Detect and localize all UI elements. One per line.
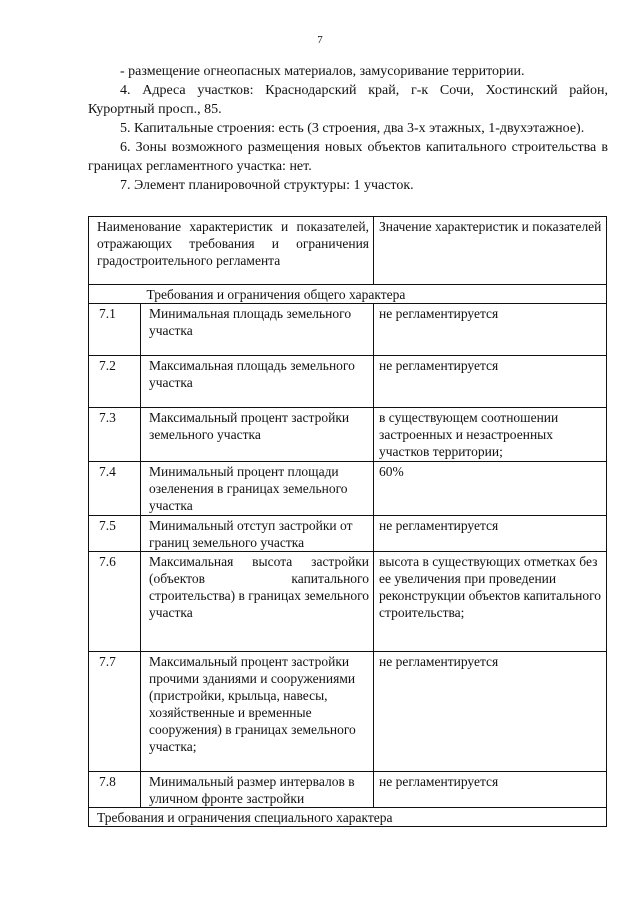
intro-line: 6. Зоны возможного размещения новых объектов капитального строительства в границах регламентного участка: нет. bbox=[88, 140, 608, 174]
row-number: 7.3 bbox=[89, 408, 141, 462]
section-title-special: Требования и ограничения специального характера bbox=[89, 808, 607, 827]
row-value: не регламентируется bbox=[374, 516, 607, 552]
row-number: 7.7 bbox=[89, 652, 141, 772]
section-row bbox=[89, 808, 607, 827]
section-row bbox=[89, 285, 607, 304]
row-value: не регламентируется bbox=[374, 772, 607, 808]
table-row bbox=[89, 652, 607, 772]
section-title-general: Требования и ограничения общего характера bbox=[141, 285, 607, 304]
intro-text bbox=[88, 62, 608, 195]
row-number: 7.6 bbox=[89, 552, 141, 652]
row-number: 7.8 bbox=[89, 772, 141, 808]
row-value: 60% bbox=[374, 462, 607, 516]
row-name: Максимальный процент застройки прочими зданиями и сооружениями (пристройки, крыльца, навесы, хозяйственные и временные сооружения) в границах земельного участка; bbox=[141, 652, 374, 772]
table-row bbox=[89, 516, 607, 552]
intro-line: 7. Элемент планировочной структуры: 1 участок. bbox=[120, 178, 414, 193]
intro-line: 4. Адреса участков: Краснодарский край, г-к Сочи, Хостинский район, Курортный просп., 85. bbox=[88, 83, 608, 117]
table-header-row bbox=[89, 217, 607, 285]
row-value: высота в существующих отметках без ее увеличения при проведении реконструкции объектов капитального строительства; bbox=[374, 552, 607, 652]
intro-line: 5. Капитальные строения: есть (3 строения, два 3-х этажных, 1-двухэтажное). bbox=[120, 121, 585, 136]
row-name: Минимальный размер интервалов в уличном фронте застройки bbox=[141, 772, 374, 808]
row-value: не регламентируется bbox=[374, 304, 607, 356]
row-number: 7.4 bbox=[89, 462, 141, 516]
row-name: Максимальная высота застройки (объектов капитального строительства) в границах земельного участка bbox=[141, 552, 374, 652]
row-number: 7.5 bbox=[89, 516, 141, 552]
row-value: не регламентируется bbox=[374, 652, 607, 772]
page-number: 7 bbox=[317, 34, 323, 46]
row-value: не регламентируется bbox=[374, 356, 607, 408]
row-number: 7.1 bbox=[89, 304, 141, 356]
table-row bbox=[89, 356, 607, 408]
header-cell-name: Наименование характеристик и показателей, отражающих требования и ограничения градостроительного регламента bbox=[89, 217, 374, 285]
row-name: Минимальный отступ застройки от границ земельного участка bbox=[141, 516, 374, 552]
row-name: Минимальный процент площади озеленения в границах земельного участка bbox=[141, 462, 374, 516]
row-name: Минимальная площадь земельного участка bbox=[141, 304, 374, 356]
regulations-table bbox=[88, 216, 607, 827]
row-number: 7.2 bbox=[89, 356, 141, 408]
section-spacer bbox=[89, 285, 141, 304]
row-value: в существующем соотношении застроенных и незастроенных участков территории; bbox=[374, 408, 607, 462]
table-row bbox=[89, 462, 607, 516]
table-row bbox=[89, 304, 607, 356]
header-cell-value: Значение характеристик и показателей bbox=[374, 217, 607, 285]
table-row bbox=[89, 552, 607, 652]
row-name: Максимальный процент застройки земельного участка bbox=[141, 408, 374, 462]
intro-line: - размещение огнеопасных материалов, замусоривание территории. bbox=[120, 64, 525, 79]
row-name: Максимальная площадь земельного участка bbox=[141, 356, 374, 408]
table-row bbox=[89, 408, 607, 462]
table-row bbox=[89, 772, 607, 808]
